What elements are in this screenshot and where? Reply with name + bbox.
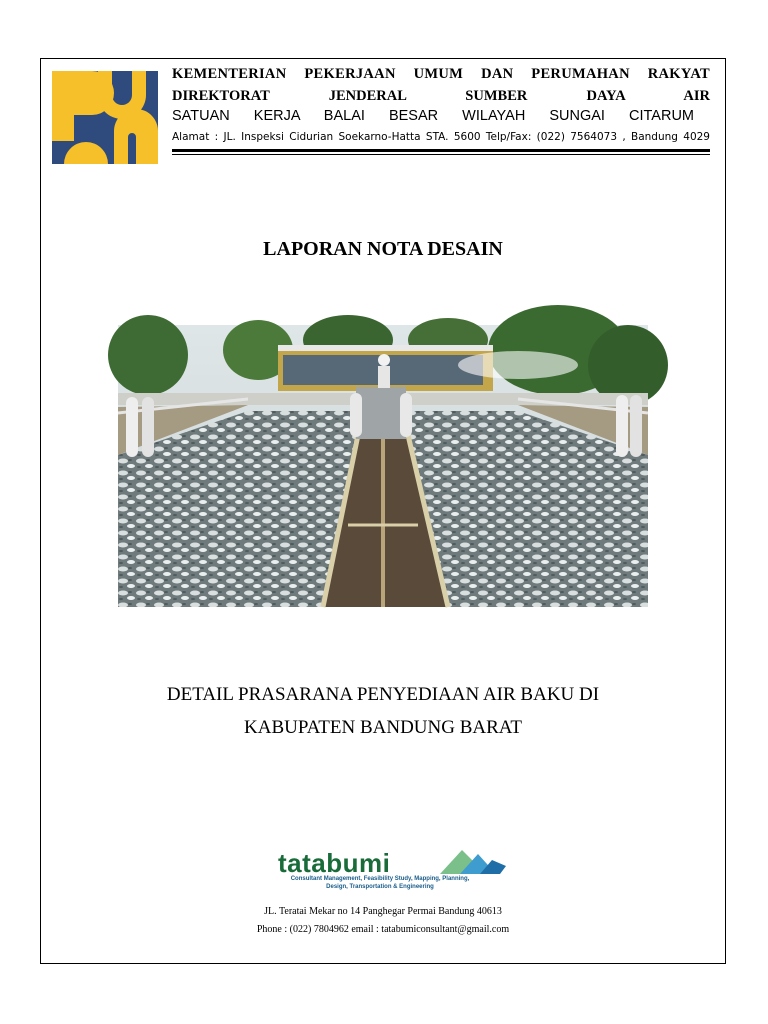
subtitle-line-1: DETAIL PRASARANA PENYEDIAAN AIR BAKU DI bbox=[166, 684, 600, 705]
ministry-name: KEMENTERIAN PEKERJAAN UMUM DAN PERUMAHAN RAKYAT bbox=[172, 66, 710, 82]
header-rule-thick bbox=[172, 149, 710, 152]
ministry-logo bbox=[52, 71, 158, 164]
consultant-tagline: Consultant Management, Feasibility Study, Mapping, Planning, Design, Transportation & Engineering bbox=[290, 876, 470, 890]
directorate-name: DIREKTORAT JENDERAL SUMBER DAYA AIR bbox=[172, 88, 710, 104]
consultant-address: JL. Teratai Mekar no 14 Panghegar Permai Bandung 40613 bbox=[264, 906, 502, 917]
header-rule-thin bbox=[172, 154, 710, 155]
consultant-brand: tatabumi bbox=[278, 848, 391, 878]
header-address: Alamat : JL. Inspeksi Cidurian Soekarno-Hatta STA. 5600 Telp/Fax: (022) 7564073 , Bandung 4029 bbox=[172, 131, 710, 143]
consultant-logo bbox=[272, 840, 512, 892]
document-title: LAPORAN NOTA DESAIN bbox=[263, 238, 503, 260]
mountain-icon bbox=[440, 846, 512, 874]
subtitle-line-2: KABUPATEN BANDUNG BARAT bbox=[244, 717, 522, 738]
consultant-contact: Phone : (022) 7804962 email : tatabumiconsultant@gmail.com bbox=[256, 924, 510, 935]
cover-photo bbox=[118, 325, 648, 607]
unit-name: SATUAN KERJA BALAI BESAR WILAYAH SUNGAI CITARUM bbox=[172, 108, 694, 124]
document-subtitle bbox=[40, 678, 726, 738]
